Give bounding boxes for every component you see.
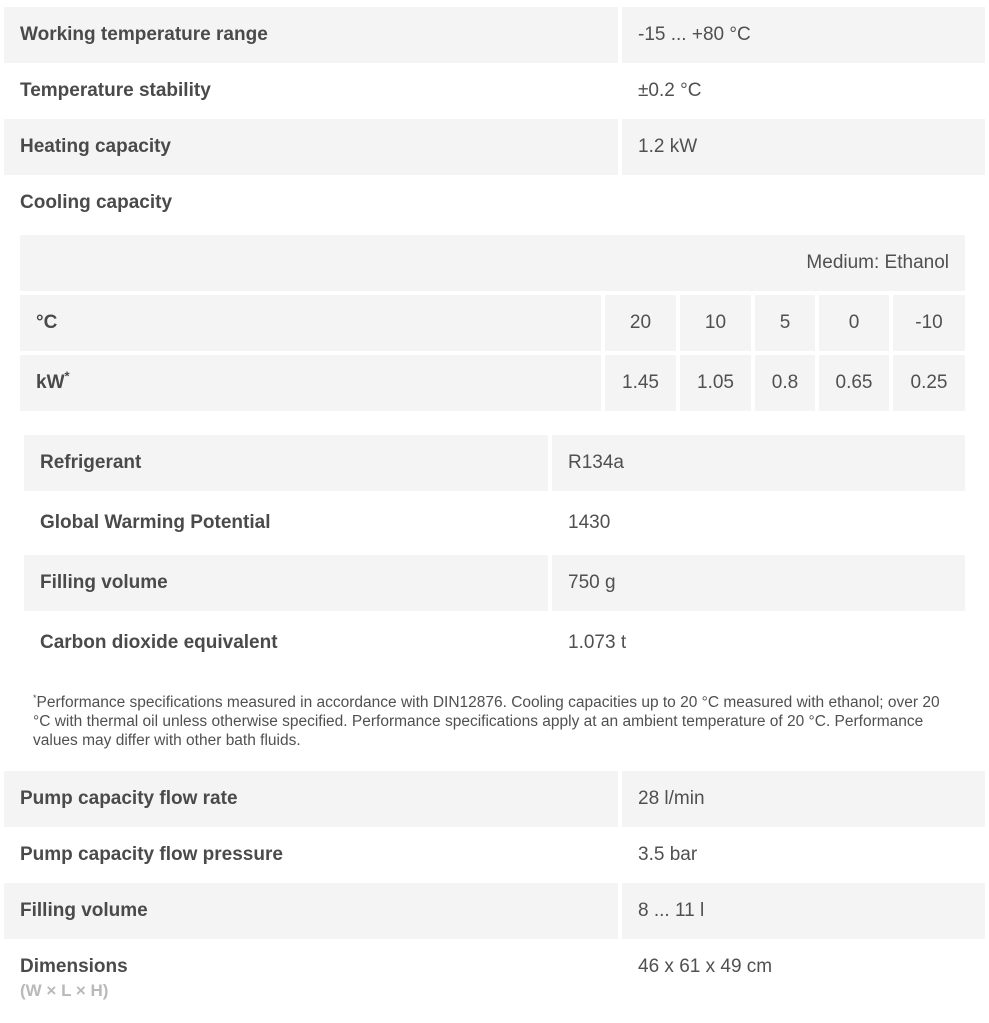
spec-value: 750 g: [568, 572, 616, 593]
spec-row-heating-capacity: [4, 119, 985, 175]
dimensions-sublabel: (W × L × H): [20, 981, 109, 1000]
temperature-cell: 10: [680, 295, 751, 351]
spec-value: 1430: [568, 512, 611, 533]
refrigerant-row: [24, 555, 965, 611]
refrigerant-row: [24, 615, 965, 671]
spec-row-working-temperature: [4, 7, 985, 63]
spec-value: -15 ... +80 °C: [638, 24, 751, 45]
spec-label: Global Warming Potential: [40, 512, 271, 533]
spec-label: Heating capacity: [20, 136, 171, 157]
power-unit-text: kW: [36, 372, 65, 393]
spec-label: Filling volume: [40, 572, 168, 593]
cooling-medium-header: Medium: Ethanol: [20, 235, 965, 291]
spec-row-pump-flow-pressure: [4, 827, 985, 883]
power-cell: 0.25: [893, 355, 965, 411]
spec-label: Carbon dioxide equivalent: [40, 632, 278, 653]
spec-label: Working temperature range: [20, 24, 268, 45]
spec-value: 1.2 kW: [638, 136, 698, 157]
spec-value: 46 x 61 x 49 cm: [638, 956, 773, 977]
spec-value: ±0.2 °C: [638, 80, 702, 101]
cooling-temperature-row: [20, 295, 965, 351]
footnote-marker: *: [33, 693, 37, 703]
spec-row-filling-volume: [4, 883, 985, 939]
temperature-unit-label: °C: [20, 295, 601, 351]
power-cell: 0.8: [755, 355, 815, 411]
temperature-cell: -10: [893, 295, 965, 351]
power-unit-label: [20, 355, 601, 411]
spec-value: 28 l/min: [638, 788, 705, 809]
spec-label: Filling volume: [20, 900, 148, 921]
spec-label: Refrigerant: [40, 452, 142, 473]
footnote-text: Performance specifications measured in accordance with DIN12876. Cooling capacities up to 20 °C measured with ethanol; over 20 °C with thermal oil unless otherwise specified. Performance specifications apply at an ambient temperature of 20 °C. Performance values may differ with other bath fluids.: [33, 694, 940, 750]
power-cell: 1.45: [605, 355, 676, 411]
refrigerant-row: [24, 435, 965, 491]
spec-label: Temperature stability: [20, 80, 211, 101]
temperature-cell: 5: [755, 295, 815, 351]
spec-value: 3.5 bar: [638, 844, 698, 865]
power-cell: 1.05: [680, 355, 751, 411]
power-cell: 0.65: [819, 355, 889, 411]
cooling-power-row: [20, 355, 965, 411]
spec-value: 8 ... 11 l: [638, 900, 705, 921]
temperature-cell: 0: [819, 295, 889, 351]
spec-row-dimensions: [4, 939, 985, 1009]
spec-label: Dimensions: [20, 956, 128, 977]
spec-row-pump-flow-rate: [4, 771, 985, 827]
spec-label: Pump capacity flow pressure: [20, 844, 283, 865]
performance-footnote: [33, 689, 953, 750]
footnote-marker: *: [64, 368, 70, 384]
cooling-capacity-title: Cooling capacity: [20, 192, 173, 213]
refrigerant-row: [24, 495, 965, 551]
spec-row-temperature-stability: [4, 63, 985, 119]
spec-label: Pump capacity flow rate: [20, 788, 238, 809]
temperature-cell: 20: [605, 295, 676, 351]
spec-value: R134a: [568, 452, 624, 473]
spec-value: 1.073 t: [568, 632, 627, 653]
